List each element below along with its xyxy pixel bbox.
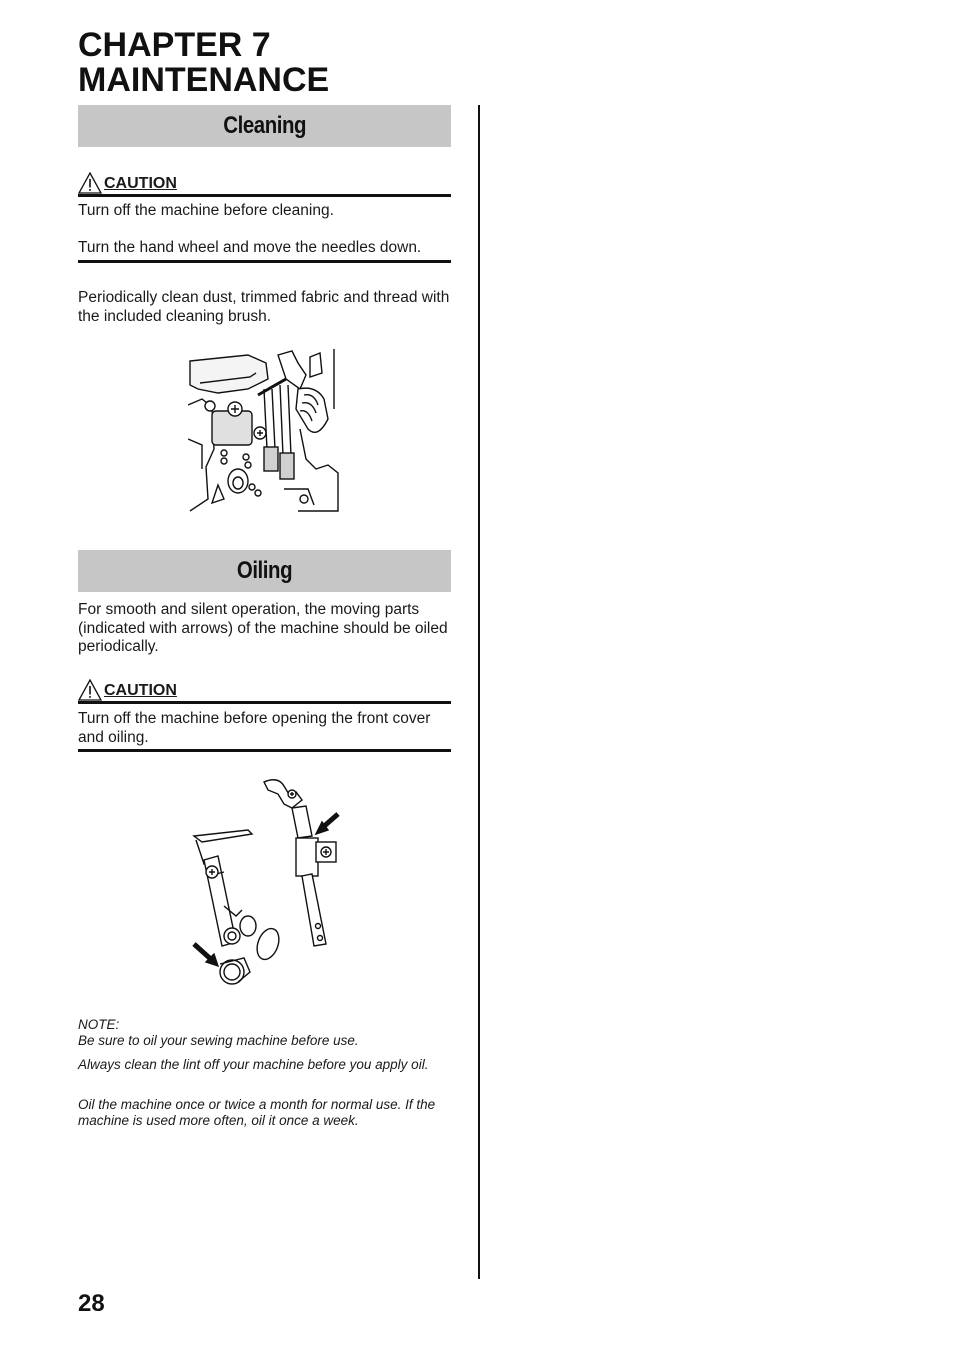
chapter-title	[78, 28, 458, 98]
oiling-body-text: For smooth and silent operation, the moving parts (indicated with arrows) of the machine should be oiled periodically.	[78, 601, 448, 655]
note-line3: Oil the machine once or twice a month for normal use. If the machine is used more often, oil it once a week.	[78, 1097, 436, 1128]
oiling-points-illustration	[188, 776, 348, 990]
cleaning-caution-line2: Turn the hand wheel and move the needles down.	[78, 239, 422, 256]
note-line1: Be sure to oil your sewing machine before use.	[78, 1033, 359, 1048]
oiling-caution-header	[78, 675, 451, 701]
oiling-caution-label: CAUTION	[104, 682, 177, 699]
oiling-caution-top-rule	[78, 701, 451, 704]
cleaning-body-text: Periodically clean dust, trimmed fabric and thread with the included cleaning brush.	[78, 289, 450, 325]
cleaning-caution-label: CAUTION	[104, 175, 177, 192]
cleaning-heading-bar	[78, 105, 451, 147]
note-line2: Always clean the lint off your machine before you apply oil.	[78, 1057, 429, 1072]
oiling-heading-bar	[78, 550, 451, 592]
chapter-number: CHAPTER 7	[78, 26, 271, 64]
cleaning-brush-illustration	[188, 349, 340, 513]
oiling-caution-bottom-rule	[78, 749, 451, 752]
oiling-caution-text: Turn off the machine before opening the front cover and oiling.	[78, 710, 431, 746]
page-number: 28	[78, 1290, 105, 1317]
cleaning-caution-bottom-rule	[78, 260, 451, 263]
chapter-name: MAINTENANCE	[78, 61, 330, 99]
column-divider	[478, 105, 480, 1279]
warning-triangle-icon	[78, 679, 102, 701]
cleaning-caution-top-rule	[78, 194, 451, 197]
cleaning-caution-line1: Turn off the machine before cleaning.	[78, 202, 334, 219]
cleaning-heading: Cleaning	[223, 112, 306, 139]
warning-triangle-icon	[78, 172, 102, 194]
cleaning-caution-header	[78, 168, 451, 194]
oiling-heading: Oiling	[236, 557, 293, 584]
note-label: NOTE:	[78, 1017, 120, 1032]
